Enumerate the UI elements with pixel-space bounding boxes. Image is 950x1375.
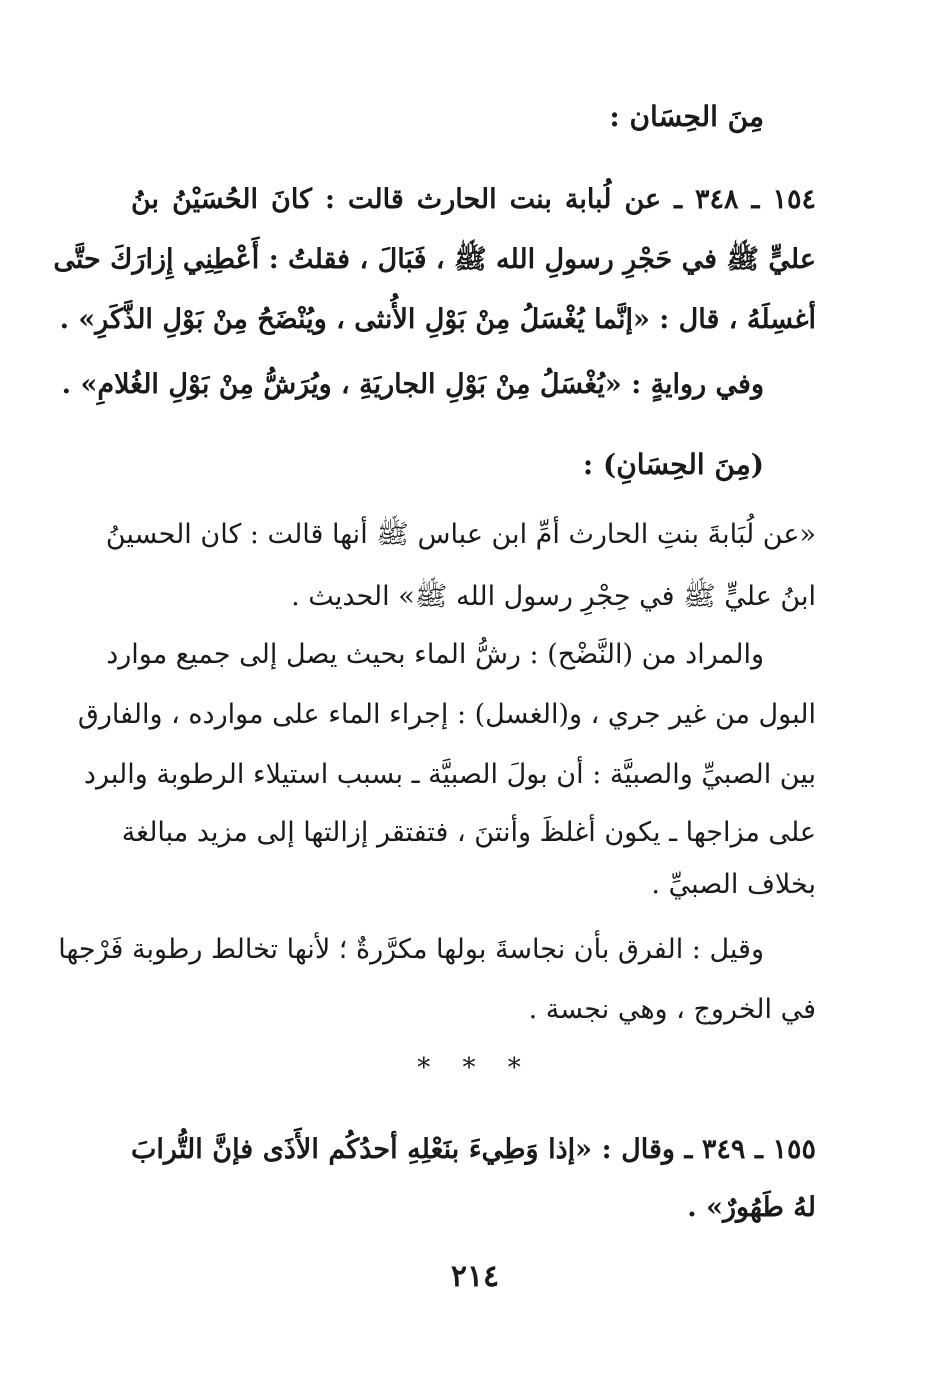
section-separator: * * * [417,1053,533,1083]
explanation-line-2: البول من غير جري ، و(الغسل) : إجراء الماء على موارده ، والفارق [77,699,816,730]
explanation-line-5: بخلاف الصبيِّ . [651,869,816,900]
commentary-quote-line-1: «عن لُبَابةَ بنتِ الحارث أمِّ ابن عباس ﷺ أنها قالت : كان الحسينُ [105,519,816,550]
commentary-quote-line-2: ابنُ عليٍّ ﷺ في حِجْرِ رسول الله ﷺ» الحديث . [291,581,816,612]
hadith-154-riwaya: وفي روايةٍ : «يُغْسَلُ مِنْ بَوْلِ الجاريَةِ ، ويُرَشُّ مِنْ بَوْلِ الغُلامِ» . [61,369,764,400]
commentary-heading: (مِنَ الحِسَانِ) : [582,448,764,481]
section-heading-min-alhisan: مِنَ الحِسَان : [609,100,764,133]
page-number: ٢١٤ [450,1259,500,1294]
explanation-line-1: والمراد من (النَّضْح) : رشُّ الماء بحيث يصل إلى جميع موارد [106,639,764,670]
explanation-line-3: بين الصبيِّ والصبيَّة : أن بولَ الصبيَّة ـ بسبب استيلاء الرطوبة والبرد [83,759,816,790]
hadith-154-line-1: ١٥٤ ـ ٣٤٨ ـ عن لُبابة بنت الحارث قالت : كانَ الحُسَيْنُ بنُ [131,184,816,215]
explanation-line-4: على مزاجها ـ يكون أغلظَ وأنتنَ ، فتفتقر إزالتها إلى مزيد مبالغة [121,817,816,848]
qil-line-2: في الخروج ، وهي نجسة . [528,994,816,1025]
hadith-155-line-1: ١٥٥ ـ ٣٤٩ ـ وقال : «إذا وَطِيءَ بنَعْلِهِ أحدُكُم الأَذَى فإنَّ التُّرابَ [131,1134,816,1165]
hadith-154-line-3: أغسِلَهُ ، قال : «إنَّما يُغْسَلُ مِنْ بَوْلِ الأُنثى ، ويُنْضَحُ مِنْ بَوْلِ الذَّكَرِ» . [59,304,816,335]
hadith-155-line-2: لهُ طَهُورٌ» . [687,1192,816,1223]
hadith-154-line-2: عليٍّ ﷺ في حَجْرِ رسولِ الله ﷺ ، فَبَالَ ، فقلتُ : أَعْطِنِي إِزارَكَ حتَّى [53,244,816,275]
qil-line-1: وقيل : الفرق بأن نجاسةَ بولها مكرَّرةٌ ؛ لأنها تخالط رطوبة فَرْجها [58,934,764,965]
